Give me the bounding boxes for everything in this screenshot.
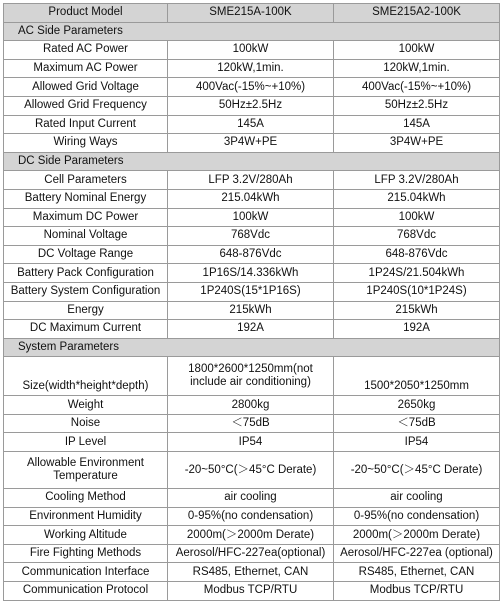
value-model-a2: 215.04kWh (334, 189, 500, 208)
value-model-a: 100kW (168, 208, 334, 227)
value-model-a2: 100kW (334, 208, 500, 227)
param-label: Nominal Voltage (4, 227, 168, 246)
header-model-a: SME215A-100K (168, 4, 334, 23)
table-row (4, 115, 500, 134)
section-title: AC Side Parameters (4, 22, 500, 41)
param-label: Rated Input Current (4, 115, 168, 134)
table-row (4, 320, 500, 339)
param-label: Allowed Grid Voltage (4, 78, 168, 97)
value-model-a: -20~50°C(＞45°C Derate) (168, 452, 334, 489)
value-model-a2: 3P4W+PE (334, 134, 500, 153)
value-model-a: 2000m(＞2000m Derate) (168, 526, 334, 545)
table-row (4, 59, 500, 78)
value-model-a2: Aerosol/HFC-227ea (optional) (334, 544, 500, 563)
value-model-a: ＜75dB (168, 414, 334, 433)
table-row (4, 264, 500, 283)
section-title: System Parameters (4, 338, 500, 357)
table-row (4, 189, 500, 208)
value-model-a2: 120kW,1min. (334, 59, 500, 78)
table-row (4, 582, 500, 601)
value-model-a2: 145A (334, 115, 500, 134)
table-row (4, 396, 500, 415)
table-row (4, 208, 500, 227)
value-model-a: 1P16S/14.336kWh (168, 264, 334, 283)
header-product-model: Product Model (4, 4, 168, 23)
value-model-a2: 0-95%(no condensation) (334, 507, 500, 526)
header-model-a2: SME215A2-100K (334, 4, 500, 23)
param-label: Battery System Configuration (4, 282, 168, 301)
value-model-a: 120kW,1min. (168, 59, 334, 78)
value-model-a: Aerosol/HFC-227ea(optional) (168, 544, 334, 563)
value-model-a2: 1P24S/21.504kWh (334, 264, 500, 283)
param-label: IP Level (4, 433, 168, 452)
table-row (4, 489, 500, 508)
value-model-a: 0-95%(no condensation) (168, 507, 334, 526)
value-model-a: IP54 (168, 433, 334, 452)
table-row (4, 357, 500, 396)
param-label: Maximum DC Power (4, 208, 168, 227)
table-row (4, 452, 500, 489)
value-model-a2: ＜75dB (334, 414, 500, 433)
value-model-a2: 215kWh (334, 301, 500, 320)
value-model-a: 100kW (168, 41, 334, 60)
param-label: Cooling Method (4, 489, 168, 508)
table-row (4, 544, 500, 563)
value-model-a2: 192A (334, 320, 500, 339)
section-dc-side (4, 152, 500, 171)
param-label: Fire Fighting Methods (4, 544, 168, 563)
table-row (4, 282, 500, 301)
table-row (4, 227, 500, 246)
param-label: Size(width*height*depth) (4, 357, 168, 396)
table-row (4, 563, 500, 582)
value-model-a2: 2000m(＞2000m Derate) (334, 526, 500, 545)
table-row (4, 171, 500, 190)
param-label: Communication Protocol (4, 582, 168, 601)
value-model-a2: Modbus TCP/RTU (334, 582, 500, 601)
table-row (4, 41, 500, 60)
table-row (4, 78, 500, 97)
value-model-a: 1800*2600*1250mm(not include air conditioning) (168, 357, 334, 396)
value-model-a2: 1P240S(10*1P24S) (334, 282, 500, 301)
table-row (4, 301, 500, 320)
param-label: Allowed Grid Frequency (4, 96, 168, 115)
value-model-a2: 1500*2050*1250mm (334, 357, 500, 396)
value-model-a2: 400Vac(-15%~+10%) (334, 78, 500, 97)
value-model-a: 648-876Vdc (168, 245, 334, 264)
table-row (4, 507, 500, 526)
value-model-a2: 648-876Vdc (334, 245, 500, 264)
param-label: Battery Nominal Energy (4, 189, 168, 208)
param-label: Wiring Ways (4, 134, 168, 153)
value-model-a: 3P4W+PE (168, 134, 334, 153)
value-model-a2: LFP 3.2V/280Ah (334, 171, 500, 190)
value-model-a2: 2650kg (334, 396, 500, 415)
param-label: Energy (4, 301, 168, 320)
value-model-a: 400Vac(-15%~+10%) (168, 78, 334, 97)
value-model-a: 50Hz±2.5Hz (168, 96, 334, 115)
param-label: Environment Humidity (4, 507, 168, 526)
param-label: Weight (4, 396, 168, 415)
spec-table-container (3, 3, 499, 601)
value-model-a: LFP 3.2V/280Ah (168, 171, 334, 190)
spec-table (3, 3, 500, 601)
section-title: DC Side Parameters (4, 152, 500, 171)
value-model-a: 215.04kWh (168, 189, 334, 208)
param-label: Rated AC Power (4, 41, 168, 60)
value-model-a2: -20~50°C(＞45°C Derate) (334, 452, 500, 489)
value-model-a: air cooling (168, 489, 334, 508)
section-ac-side (4, 22, 500, 41)
value-model-a2: 768Vdc (334, 227, 500, 246)
param-label: Communication Interface (4, 563, 168, 582)
table-row (4, 245, 500, 264)
value-model-a2: IP54 (334, 433, 500, 452)
value-model-a: Modbus TCP/RTU (168, 582, 334, 601)
value-model-a: 145A (168, 115, 334, 134)
value-model-a2: 100kW (334, 41, 500, 60)
table-row (4, 134, 500, 153)
param-label: Maximum AC Power (4, 59, 168, 78)
value-model-a2: air cooling (334, 489, 500, 508)
param-label: Cell Parameters (4, 171, 168, 190)
table-row (4, 433, 500, 452)
value-model-a: 192A (168, 320, 334, 339)
value-model-a: RS485, Ethernet, CAN (168, 563, 334, 582)
param-label: Noise (4, 414, 168, 433)
param-label: Battery Pack Configuration (4, 264, 168, 283)
value-model-a: 2800kg (168, 396, 334, 415)
table-row (4, 526, 500, 545)
table-row (4, 414, 500, 433)
param-label: Allowable Environment Temperature (4, 452, 168, 489)
param-label: DC Voltage Range (4, 245, 168, 264)
table-row (4, 96, 500, 115)
param-label: Working Altitude (4, 526, 168, 545)
value-model-a2: RS485, Ethernet, CAN (334, 563, 500, 582)
param-label: DC Maximum Current (4, 320, 168, 339)
value-model-a: 215kWh (168, 301, 334, 320)
value-model-a: 1P240S(15*1P16S) (168, 282, 334, 301)
value-model-a2: 50Hz±2.5Hz (334, 96, 500, 115)
header-row (4, 4, 500, 23)
value-model-a: 768Vdc (168, 227, 334, 246)
section-system (4, 338, 500, 357)
